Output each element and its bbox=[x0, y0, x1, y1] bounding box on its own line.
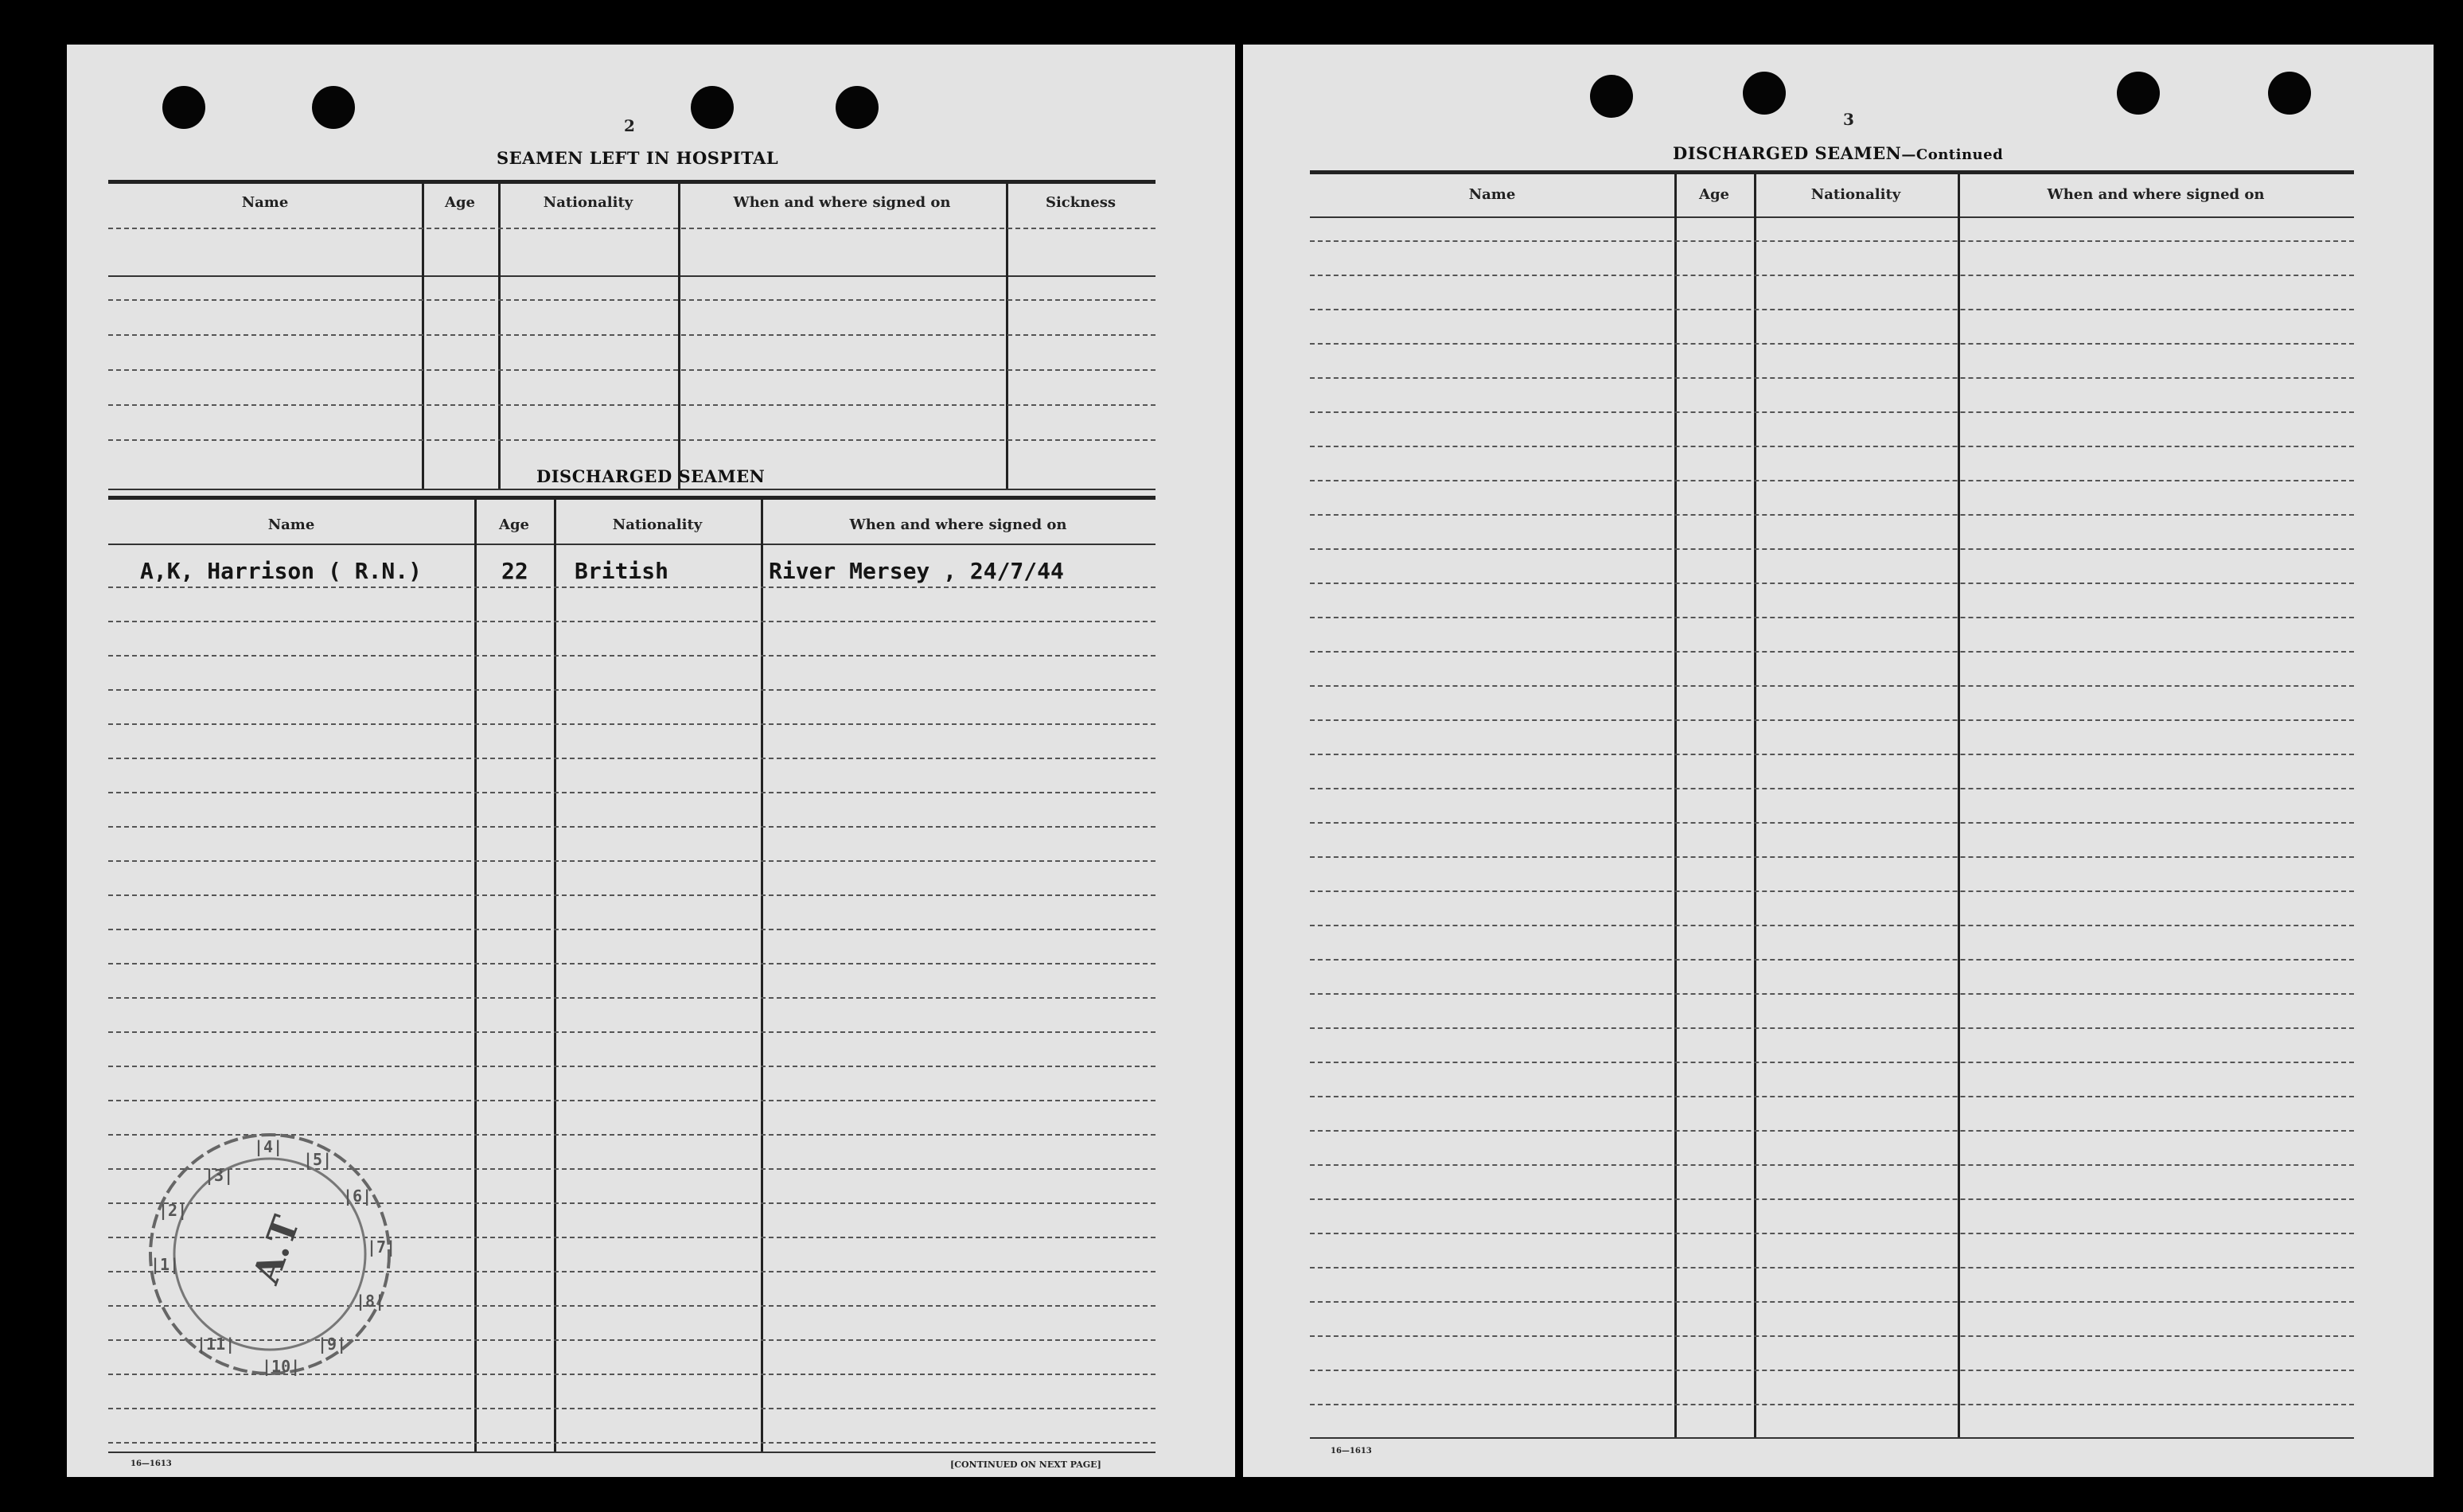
right-section-title bbox=[1673, 143, 2003, 163]
punch-hole bbox=[312, 86, 355, 129]
svg-text:|2|: |2| bbox=[158, 1201, 188, 1220]
ruled-row-line bbox=[1310, 822, 2354, 824]
ruled-row-line bbox=[1310, 1301, 2354, 1303]
column-header-signed-on: When and where signed on bbox=[849, 516, 1067, 533]
ruled-row-line bbox=[1310, 1335, 2354, 1337]
ruled-row-line bbox=[1310, 446, 2354, 447]
ruled-row-line bbox=[108, 1066, 1156, 1067]
ruled-row-line bbox=[108, 997, 1156, 999]
column-header-age: Age bbox=[444, 194, 475, 211]
column-header-nationality: Nationality bbox=[543, 194, 633, 211]
ruled-row-line bbox=[1310, 1027, 2354, 1029]
svg-text:|7|: |7| bbox=[367, 1237, 396, 1257]
ruled-row-line bbox=[108, 826, 1156, 828]
column-header-sickness: Sickness bbox=[1045, 194, 1117, 211]
section-title-continued: —Continued bbox=[1901, 146, 2004, 163]
right-page bbox=[1243, 45, 2434, 1477]
page-number: 2 bbox=[624, 116, 635, 135]
column-header-age: Age bbox=[1698, 186, 1729, 203]
ruled-row-line bbox=[1310, 480, 2354, 481]
ruled-row-line bbox=[1310, 993, 2354, 995]
ruled-row-line bbox=[108, 655, 1156, 657]
form-number: 16—1613 bbox=[1331, 1447, 1372, 1455]
ruled-row-line bbox=[108, 1031, 1156, 1033]
ruled-row-line bbox=[1310, 1096, 2354, 1097]
ruled-row-line bbox=[108, 1442, 1156, 1444]
ruled-row-line bbox=[108, 929, 1156, 930]
punch-hole bbox=[691, 86, 734, 129]
discharged-continued-table bbox=[1310, 170, 2354, 1439]
ruled-row-line bbox=[1310, 343, 2354, 345]
ruled-row-line bbox=[1310, 275, 2354, 276]
column-header-name: Name bbox=[241, 194, 289, 211]
svg-text:|10|: |10| bbox=[262, 1357, 301, 1376]
ruled-row-line bbox=[1310, 617, 2354, 618]
section-title-text: DISCHARGED SEAMEN bbox=[1673, 143, 1902, 163]
seaman-nationality: British bbox=[575, 558, 669, 584]
ruled-row-line bbox=[108, 758, 1156, 759]
hospital-section-title: SEAMEN LEFT IN HOSPITAL bbox=[497, 148, 779, 168]
ruled-row-line bbox=[108, 1100, 1156, 1101]
ruled-row-line bbox=[1310, 719, 2354, 721]
ruled-row-line bbox=[108, 963, 1156, 964]
left-page bbox=[67, 45, 1235, 1477]
punch-hole bbox=[2268, 72, 2311, 115]
ruled-row-line bbox=[1310, 1130, 2354, 1132]
ruled-row-line bbox=[108, 621, 1156, 622]
punch-hole bbox=[2117, 72, 2160, 115]
hospital-table bbox=[108, 180, 1156, 490]
ruled-row-line bbox=[1310, 240, 2354, 242]
punch-hole bbox=[162, 86, 205, 129]
ruled-row-line bbox=[1310, 1198, 2354, 1200]
ruled-row-line bbox=[108, 586, 1156, 588]
svg-text:|8|: |8| bbox=[356, 1292, 385, 1311]
ruled-row-line bbox=[1310, 685, 2354, 687]
ruled-row-line bbox=[1310, 856, 2354, 858]
ruled-row-line bbox=[108, 894, 1156, 896]
punch-hole bbox=[1743, 72, 1786, 115]
ruled-row-line bbox=[1310, 754, 2354, 755]
punch-hole bbox=[836, 86, 879, 129]
ruled-row-line bbox=[1310, 651, 2354, 653]
svg-text:|11|: |11| bbox=[197, 1335, 236, 1354]
seaman-name: A,K, Harrison ( R.N.) bbox=[140, 558, 423, 584]
ruled-row-line bbox=[108, 792, 1156, 793]
ruled-row-line bbox=[1310, 788, 2354, 789]
svg-text:|5|: |5| bbox=[303, 1150, 333, 1169]
column-header-name: Name bbox=[267, 516, 315, 533]
seaman-age: 22 bbox=[501, 558, 528, 584]
ruled-row-line bbox=[1310, 548, 2354, 550]
ruled-row-line bbox=[1310, 514, 2354, 516]
ruled-row-line bbox=[108, 1408, 1156, 1409]
ruled-row-line bbox=[1310, 1062, 2354, 1063]
date-stamp bbox=[134, 1119, 405, 1393]
form-number: 16—1613 bbox=[131, 1459, 172, 1468]
ruled-row-line bbox=[1310, 959, 2354, 961]
ruled-row-line bbox=[108, 723, 1156, 725]
punch-hole bbox=[1590, 75, 1633, 118]
ruled-row-line bbox=[1310, 1370, 2354, 1371]
column-header-name: Name bbox=[1468, 186, 1516, 203]
column-header-nationality: Nationality bbox=[1810, 186, 1901, 203]
page-number: 3 bbox=[1843, 110, 1854, 129]
column-header-age: Age bbox=[498, 516, 529, 533]
svg-text:|3|: |3| bbox=[205, 1166, 234, 1185]
ruled-row-line bbox=[1310, 583, 2354, 584]
ruled-row-line bbox=[1310, 925, 2354, 926]
svg-text:|6|: |6| bbox=[343, 1187, 372, 1206]
ruled-row-line bbox=[1310, 411, 2354, 413]
svg-text:|9|: |9| bbox=[318, 1335, 347, 1354]
ruled-row-line bbox=[108, 689, 1156, 691]
svg-text:|4|: |4| bbox=[254, 1137, 283, 1156]
ruled-row-line bbox=[1310, 1404, 2354, 1405]
ruled-row-line bbox=[1310, 1267, 2354, 1268]
ruled-row-line bbox=[1310, 377, 2354, 379]
column-header-signed-on: When and where signed on bbox=[2047, 186, 2265, 203]
continued-note: [CONTINUED ON NEXT PAGE] bbox=[950, 1459, 1101, 1470]
ruled-row-line bbox=[1310, 1164, 2354, 1166]
seaman-signed-on: River Mersey , 24/7/44 bbox=[769, 558, 1064, 584]
discharged-section-title: DISCHARGED SEAMEN bbox=[536, 466, 766, 486]
stamp-label: A.T bbox=[244, 1210, 308, 1290]
svg-text:|1|: |1| bbox=[150, 1255, 180, 1274]
ruled-row-line bbox=[108, 860, 1156, 862]
ruled-row-line bbox=[1310, 1233, 2354, 1234]
column-header-nationality: Nationality bbox=[612, 516, 703, 533]
ruled-row-line bbox=[1310, 309, 2354, 310]
column-header-signed-on: When and where signed on bbox=[733, 194, 951, 211]
ruled-row-line bbox=[1310, 890, 2354, 892]
